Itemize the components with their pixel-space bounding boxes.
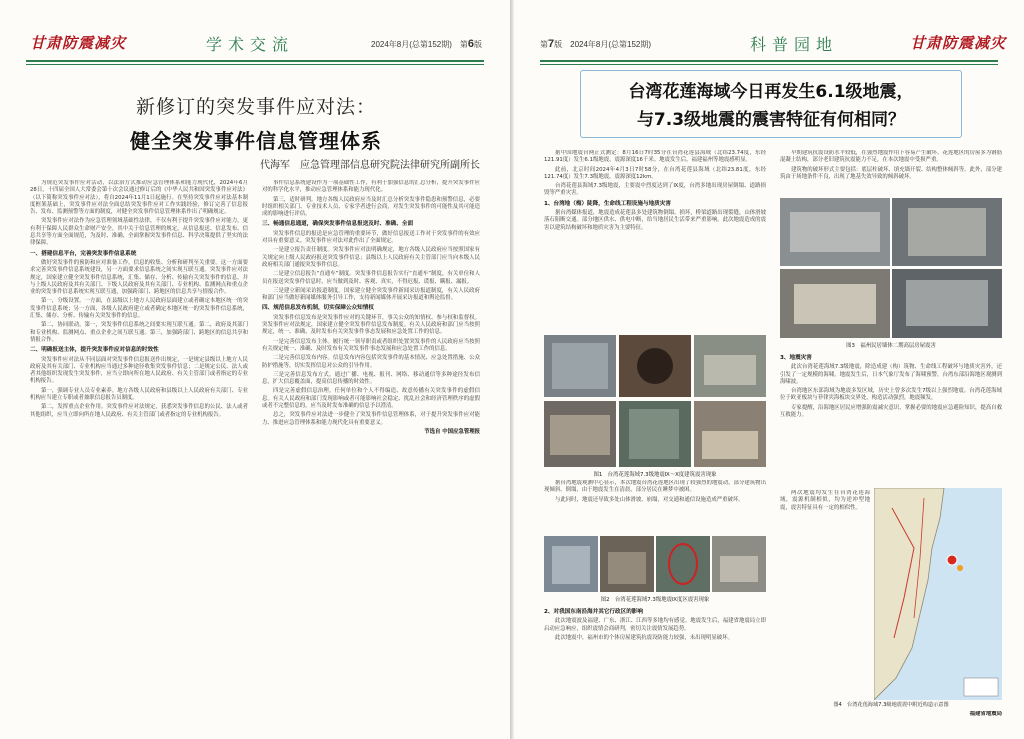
- paragraph: 事件信息系统建设作为一项基础性工作，有利于加强信息的汇总分析，提升突发事件应对的科学化水平，推动应急管理体系和能力现代化。: [262, 180, 480, 194]
- page-prefix: 第: [540, 40, 548, 49]
- left-page: [0, 0, 510, 739]
- paragraph: 突发事件信息发布是突发事件应对的关键环节，事关公众的知情权、参与权和监督权。突发事件应对法规定，国家建立健全突发事件信息发布制度。有关人民政府和部门应当按照规定，统一、准确、及时发布有关突发事件事态发展和应急处置工作的信息。: [262, 314, 480, 336]
- section-heading: 二、明确报送主体，提升突发事件应对信息的时效性: [30, 347, 159, 354]
- paragraph: 一是完善信息发布主体。履行统一领导职责或者组织处置突发事件的人民政府应当按照有关规定统一、准确、及时发布有关突发事件事态发展和应急处置工作的信息。: [262, 338, 480, 352]
- figure-2-caption: 图2 台湾花莲海域7.3级地震Ⅸ度区震害现象: [600, 597, 710, 603]
- header-rule-thin: [540, 64, 998, 65]
- paragraph: 台湾地区东部海域为地震多发区域，历史上曾多次发生7级以上强烈地震。台湾花莲海域位于欧亚板块与菲律宾海板块交界处，构造活动强烈，地震频发。: [780, 388, 1002, 402]
- article-title: [46, 92, 466, 154]
- title-line-2: 健全突发事件信息管理体系: [130, 129, 382, 153]
- issue-info: [540, 38, 651, 50]
- paragraph: 做好突发事件的预防和应对准备工作，信息的收集、分析和研判至关重要。这一方面要求完善突发事件信息系统建设，另一方面要求信息系统之间实现互联互通。突发事件应对法规定，国家建立健全突发事件信息系统，汇集、储存、分析、传输有关突发事件的信息，并与上级人民政府及其有关部门、下级人民政府及其有关部门、专业机构、监测网点和重点企业的突发事件信息系统实现互联互通，加强跨部门、跨地区的信息共享与情报合作。: [30, 259, 248, 296]
- paragraph: 早期建筑抗震设防水平较低，在强烈地震作用下容易产生破坏。花莲地区的房屋多为钢筋混凝土结构，部分老旧建筑抗震能力不足，在本次地震中受损严重。: [780, 150, 1002, 164]
- issue-date: 2024年8月(总第152期): [570, 40, 652, 49]
- paragraph: 此前，北京时间2024年4月3日7时58分，在台湾花莲县海域（北纬23.81度，东经121.74度）发生7.3级地震，震源深度12km。: [544, 166, 766, 180]
- paragraph: 总之，突发事件应对法进一步健全了突发事件信息管理体系，对于提升突发事件应对能力、推进应急管理体系和能力现代化具有重要意义。: [262, 412, 480, 426]
- title-line-1: 台湾花莲海域今日再发生6.1级地震，: [628, 82, 914, 102]
- article-column-1: [544, 150, 766, 340]
- page-suffix: 版: [474, 40, 483, 49]
- paragraph: 此次地震中，福州市的个体房屋建筑抗震设防能力较强，未出现明显破坏。: [555, 634, 733, 641]
- source-note: 节选自 中国应急管理报: [424, 428, 480, 435]
- paragraph: 第一，分级设置。一方面，在县级以上地方人民政府层面建立或者确定本地区统一的突发事件信息系统；另一方面，各级人民政府建立或者确定本地区统一的突发事件信息系统，汇集、储存、分析、传输有关突发事件的信息。: [30, 298, 248, 320]
- section-heading: 三、畅通信息通道，确保突发事件信息报送及时、准确、全面: [262, 221, 414, 228]
- paragraph: 三是建立新闻采访报道制度。国家建立健全突发事件新闻采访报道制度，有关人民政府和部门应当做好新闻媒体服务引导工作，支持新闻媒体开展采访报道和舆论监督。: [262, 287, 480, 302]
- page-prefix: 第: [459, 40, 468, 49]
- figure-1-image: [544, 335, 766, 467]
- paragraph: 突发事件应对法从不同层面对突发事件信息报送作出规定，一是规定县级以上地方人民政府及其有关部门、专业机构应当通过多种途径收集突发事件信息；二是规定公民、法人或者其他组织发现发生突发事件，应当立即向所在地人民政府、有关主管部门或者指定的专业机构报告。: [30, 356, 248, 385]
- figure-4-caption: 图4 台湾花莲海域7.3级地震震中附近构造示意图: [833, 702, 949, 708]
- figure-3-photos: [780, 198, 1002, 338]
- section-heading: 四、规范信息发布机制，切实保障公众知情权: [262, 305, 374, 312]
- paragraph: 突发事件信息的报送是应急管理的重要环节，做好信息报送工作对于突发事件的有效应对具有重要意义。突发事件应对法对此作出了全面规定。: [262, 230, 480, 245]
- masthead-logo: 甘肃防震减灾: [30, 34, 127, 52]
- article-column-1: [30, 180, 248, 725]
- section-heading: 3、地震灾害: [780, 355, 812, 361]
- source-note: 福建省地震局: [969, 711, 1002, 717]
- section-heading: 1、台湾地（梅）陡降，生命线工程设施与地质灾害: [544, 200, 671, 207]
- figure-1-photos: [544, 335, 766, 467]
- right-page: [514, 0, 1024, 739]
- issue-info: [371, 38, 482, 50]
- paragraph: 第二，协同联动。第一，突发事件信息系统之间要实现互联互通。第二，政府及其部门和专业机构、监测网点、重点企业之间互联互通。第三，加强跨部门、跨地区的信息共享和情报合作。: [30, 322, 248, 343]
- page-suffix: 版: [554, 40, 563, 49]
- figure-4-map: [874, 488, 1002, 700]
- paragraph: 二是完善信息发布内容。信息发布内容包括突发事件的基本情况、应急处置措施、公众防护措施等，切实发挥信息对公众的引导作用。: [262, 355, 480, 369]
- article-column-2-side: [780, 490, 870, 700]
- right-header: [540, 30, 1007, 58]
- paragraph: 据中国地震台网正式测定：8月16日7时35分在台湾花莲县海域（北纬23.74度，东经121.91度）发生6.1级地震，震源深度16千米。地震发生后，福建福州等地震感明显。: [544, 150, 766, 164]
- paragraph: 据台湾媒体报道，地震造成花莲县多处建筑物倒塌、损坏，桥梁道路出现裂缝，山体滑坡落石阻断交通。部分地区供水、供电中断，给当地居民生活带来严重影响。此次地震造成的震害以建筑结构破坏和地质灾害为主要特征。: [544, 210, 766, 231]
- figure-2-image: [544, 536, 766, 592]
- page-number: 6: [467, 38, 475, 50]
- paragraph: 据台湾地震观测中心显示，本次地震台湾花莲地区出现了较强烈的地震动，部分建筑物出现倾斜、倒塌，由于地震发生在清晨，部分居民在睡梦中被困。: [544, 480, 766, 494]
- header-rule: [26, 60, 484, 62]
- paragraph: 为规范突发事件应对活动，以法治方式推动应急管理体系和能力现代化，2024年6月28日，十四届全国人大常委会第十次会议通过修订后的《中华人民共和国突发事件应对法》（以下简称突发事件应对法），将自2024年11月1日起施行。在坚持突发事件应对法基本制度框架基础上，突发事件应对法全面总结突发事件应对工作实践经验，修订完善了信息报告、发布、监测预警等方面的制度，对健全突发事件信息管理体系作出了明确规定。: [30, 180, 248, 216]
- paragraph: 一是建立报告责任制度。突发事件应对法明确规定，地方各级人民政府应当按照国家有关规定向上级人民政府报送突发事件信息；县级以上人民政府有关主管部门应当向本级人民政府相关部门通报突发事件信息。: [262, 247, 480, 268]
- paragraph: 两次地震均发生在台湾花莲海域，震源机制相似，均为逆冲型地震，震害特征具有一定的相似性。: [780, 490, 870, 511]
- paragraph: 四是完善虚假信息治理。任何单位和个人不得编造、故意传播有关突发事件的虚假信息。有关人民政府和部门发现影响或者可能影响社会稳定、扰乱社会和经济管理秩序的虚假或者不完整信息的，应当及时发布准确的信息予以澄清。: [262, 388, 480, 410]
- paragraph: 台湾花莲县海域7.3级地震，主要震中烈度达到了Ⅸ度，台湾多地出现房屋倒塌、道路损毁等严重灾害。: [544, 183, 766, 197]
- masthead-logo: 甘肃防震减灾: [910, 34, 1007, 52]
- paragraph: 三是完善信息发布方式。通过广播、电视、报刊、网络、移动通信等多种途径发布信息，扩大信息覆盖面，提高信息传播的时效性。: [262, 371, 480, 386]
- figure-4-image: [874, 488, 1002, 700]
- author-byline: 代海军 应急管理部信息研究院法律研究所副所长: [260, 160, 480, 171]
- article-column-2: [262, 180, 480, 725]
- article-column-2-end: [780, 711, 1002, 731]
- title-line-1: 新修订的突发事件应对法：: [135, 96, 376, 118]
- paragraph: 此次台湾花莲海域7.3级地震，除造成建（构）筑物、生命线工程破坏与地质灾害外，还引发了一定规模的海啸。地震发生后，日本气象厅发布了海啸预警，台湾东部沿海地区观测到海啸波。: [780, 364, 1002, 385]
- article-column-2: [780, 150, 1002, 200]
- issue-date: 2024年8月(总第152期): [371, 40, 452, 49]
- article-title: [580, 70, 962, 138]
- figure-1-caption: 图1 台湾花莲海域7.3级地震Ⅸ～Ⅹ度建筑震害现象: [593, 472, 717, 478]
- section-title: 学术交流: [206, 35, 295, 54]
- section-title: 科普园地: [750, 35, 839, 54]
- section-heading: 一、搭建信息平台，完善突发事件信息系统: [30, 250, 137, 257]
- header-rule: [540, 60, 998, 62]
- paragraph: 与此同时，地震还导致多处山体滑坡、崩塌，对交通和通信设施造成严重破坏。: [555, 496, 744, 503]
- article-column-2-cont: [780, 352, 1002, 492]
- paragraph: 第二，发挥重点企业作用。突发事件应对法规定，获悉突发事件信息的公民、法人或者其他组织，应当立即向所在地人民政府、有关主管部门或者指定的专业机构报告。: [30, 404, 248, 418]
- paragraph: 此次地震波及福建、广东、浙江、江西等多地均有感觉。地震发生后，福建省地震局立即启动应急响应，组织震情会商研判，密切关注震情发展趋势。: [544, 618, 766, 632]
- paragraph: 专家提醒，沿海地区居民应增强防震减灾意识，掌握必要的地震应急避险知识，提高自救互救能力。: [780, 404, 1002, 419]
- figure-3-image: [780, 198, 1002, 338]
- section-heading: 2、对我国东南沿海并其它行政区的影响: [544, 609, 643, 615]
- page-number: 7: [548, 38, 555, 50]
- left-header: [26, 30, 484, 58]
- figure-2-photos: [544, 536, 766, 592]
- paragraph: 第一，强调专业人员专业素养。地方各级人民政府和县级以上人民政府有关部门、专业机构应当建立专职或者兼职信息报告员制度。: [30, 387, 248, 402]
- figure-3-caption: 图3 福州民居墙体二期高层房屋震害: [846, 343, 936, 349]
- paragraph: 第三，适时研判。地方各级人民政府应当及时汇总分析突发事件隐患和预警信息，必要时组织相关部门、专业技术人员、专家学者进行会商，对发生突发事件的可能性及其可能造成的影响进行评估。: [262, 196, 480, 218]
- header-rule-thin: [26, 64, 484, 65]
- paragraph: 突发事件应对法作为应急管理领域基础性法律，不仅有利于提升突发事件应对能力，更有利于保障人民群众生命财产安全。其中关于信息管理的规定，从信息报送、信息发布、信息共享等方面全面规范，为及时、准确、全面掌握突发事件信息、科学决策提供了坚实的法律保障。: [30, 218, 248, 247]
- paragraph: 建筑物的破坏形式主要包括：底层柱破坏、填充墙开裂、结构整体倾斜等。此外，部分建筑由于场地条件不良，出现了地基失效导致的倾斜破坏。: [780, 166, 1002, 180]
- title-line-2: 与7.3级地震的震害特征有何相同？: [636, 110, 906, 130]
- article-column-1-end: [544, 606, 766, 726]
- article-column-1-cont: [544, 480, 766, 540]
- paragraph: 二是建立信息报告“直通车”制度。突发事件信息报告实行“直通车”制度，有关单位和人员在报送突发事件信息时，应当做到及时、客观、真实，不得迟报、谎报、瞒报、漏报。: [262, 271, 480, 285]
